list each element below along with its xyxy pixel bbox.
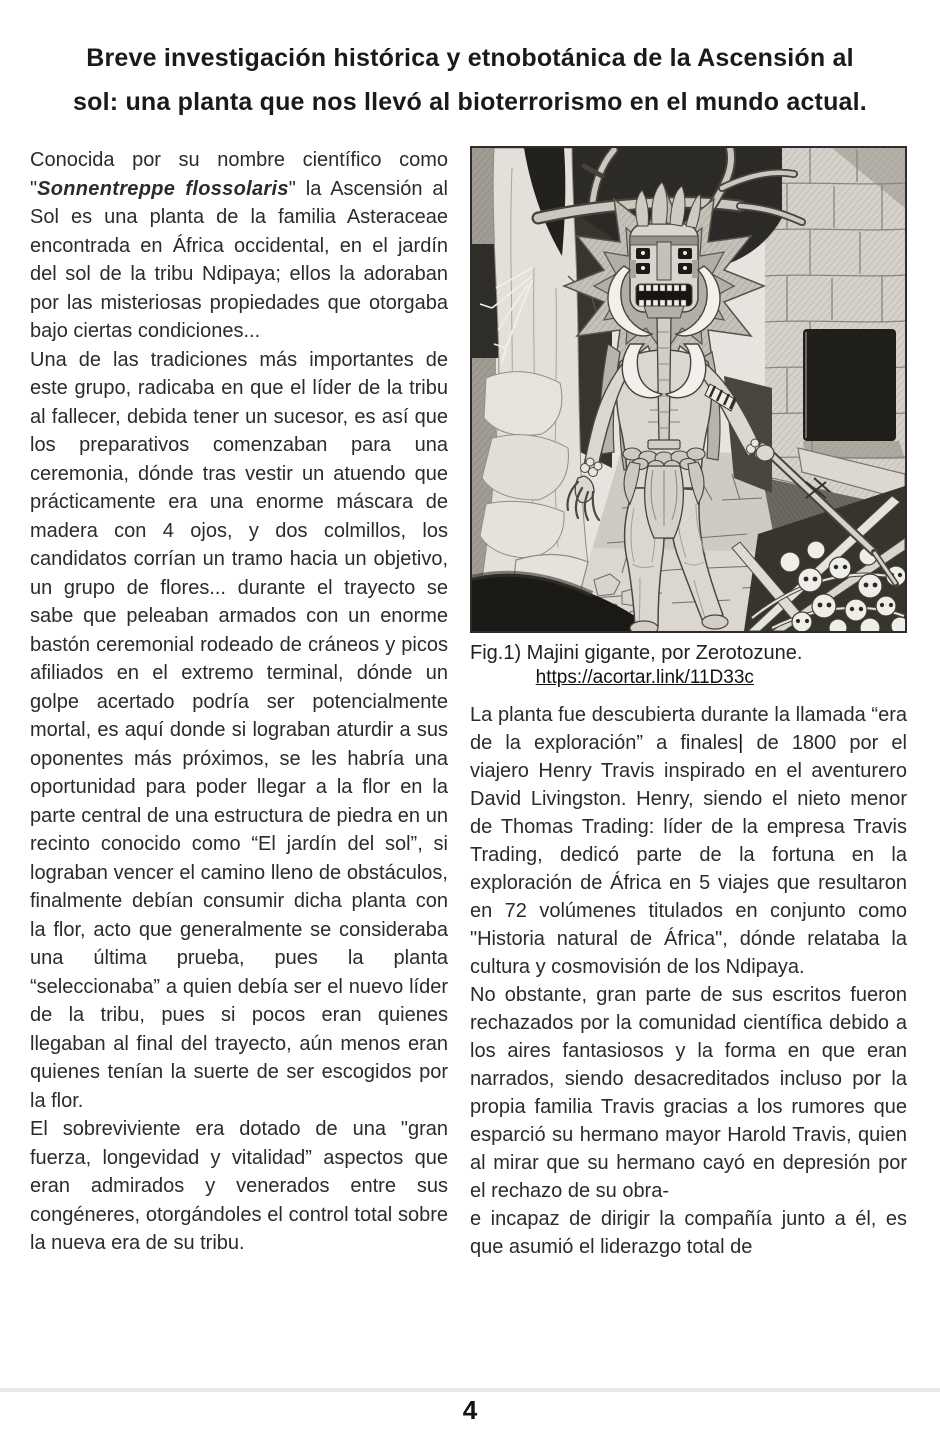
text-cursor: | <box>738 732 744 754</box>
figure-caption-block <box>470 640 907 689</box>
discovery-text-before-caret: La planta fue descubierta durante la llamada “era de la exploración” a finales <box>470 704 907 754</box>
paragraph-intro <box>30 146 448 346</box>
species-name: Sonnentreppe flossolaris <box>37 177 289 200</box>
figure-illustration <box>470 146 907 633</box>
paragraph-survivor: El sobreviviente era dotado de una "gran fuerza, longevidad y vitalidad” aspectos que eran admirados y venerados entre sus congéneres, otorgándoles el control total sobre la nueva era de su tribu. <box>30 1118 448 1254</box>
paragraph-harold: e incapaz de dirigir la compañía junto a él, es que asumió el liderazgo total de <box>470 1208 907 1258</box>
figure-link-row <box>470 667 820 689</box>
paragraph-intro-suffix: " la Ascensión al Sol es una planta de la familia Asteraceae encontrada en África occidental, en el jardín del sol de la tribu Ndipaya; ellos la adoraban por las misteriosas propiedades que otorgaba bajo ciertas condiciones... <box>30 177 448 342</box>
figure-caption: Fig.1) Majini gigante, por Zerotozune. <box>470 642 803 664</box>
page-number: 4 <box>462 1395 478 1425</box>
paragraph-discovery <box>470 701 907 981</box>
paragraph-tradition: Una de las tradiciones más importantes de este grupo, radicaba en que el líder de la tribu al fallecer, debida tener un sucesor, es así que los preparativos comenzaban para una ceremonia, dónde tras vestir un atuendo que prácticamente era una enorme máscara de madera con 4 ojos, y dos colmillos, los candidatos corrían un tramo hacia un objetivo, un grupo de flores... durante el trayecto se sabe que peleaban armados con un enorme bastón ceremonial rodeado de cráneos y picos afiliados en el extremo terminal, dónde un golpe acertado podría ser potencialmente mortal, es aquí donde si lograban aturdir a sus oponentes más próximos, se les habría una oportunidad para poder llegar a la flor en la parte central de una estructura de piedra en un recinto conocido como “El jardín del sol”, si lograban vencer el camino lleno de obstáculos, finalmente debían consumir dicha planta con la flor, acto que generalmente se consideraba una última prueba, pues la planta “seleccionaba” a quien debía ser el nuevo líder de la tribu, pues si pocos eran quienes llegaban al final del trayecto, aún menos eran quienes tenían la suerte de ser escogidos por la flor. <box>30 348 448 1112</box>
paragraph-rejection: No obstante, gran parte de sus escritos fueron rechazados por la comunidad científica debido a los aires fantasiosos y la forma en que eran narrados, siendo desacreditados incluso por la propia familia Travis gracias a los rumores que esparció su hermano mayor Harold Travis, quien al mirar que su hermano cayó en depresión por el rechazo de su obra- <box>470 984 907 1202</box>
figure-1 <box>470 146 907 689</box>
page-title: Breve investigación histórica y etnobotánica de la Ascensión al sol: una planta que nos llevó al bioterrorismo en el mundo actual. <box>73 44 867 116</box>
paragraph-intro-prefix: Conocida por su nombre científico como " <box>30 149 448 200</box>
left-column <box>30 146 448 1258</box>
right-column <box>470 146 907 1261</box>
footer-divider <box>0 1388 940 1392</box>
figure-link[interactable]: https://acortar.link/11D33c <box>535 667 754 688</box>
two-column-layout <box>0 146 940 1261</box>
majini-drawing <box>472 148 905 631</box>
discovery-text-after-caret: de 1800 por el viajero Henry Travis inspirado en el aventurero David Livingston. Henry, siendo el nieto menor de Thomas Trading: líder de la empresa Travis Trading, dedicó parte de la fortuna en la exploración de África en 5 viajes que resultaron en 72 volúmenes titulados en conjunto como "Historia natural de África", dónde relataba la cultura y cosmovisión de los Ndipaya. <box>470 732 907 978</box>
